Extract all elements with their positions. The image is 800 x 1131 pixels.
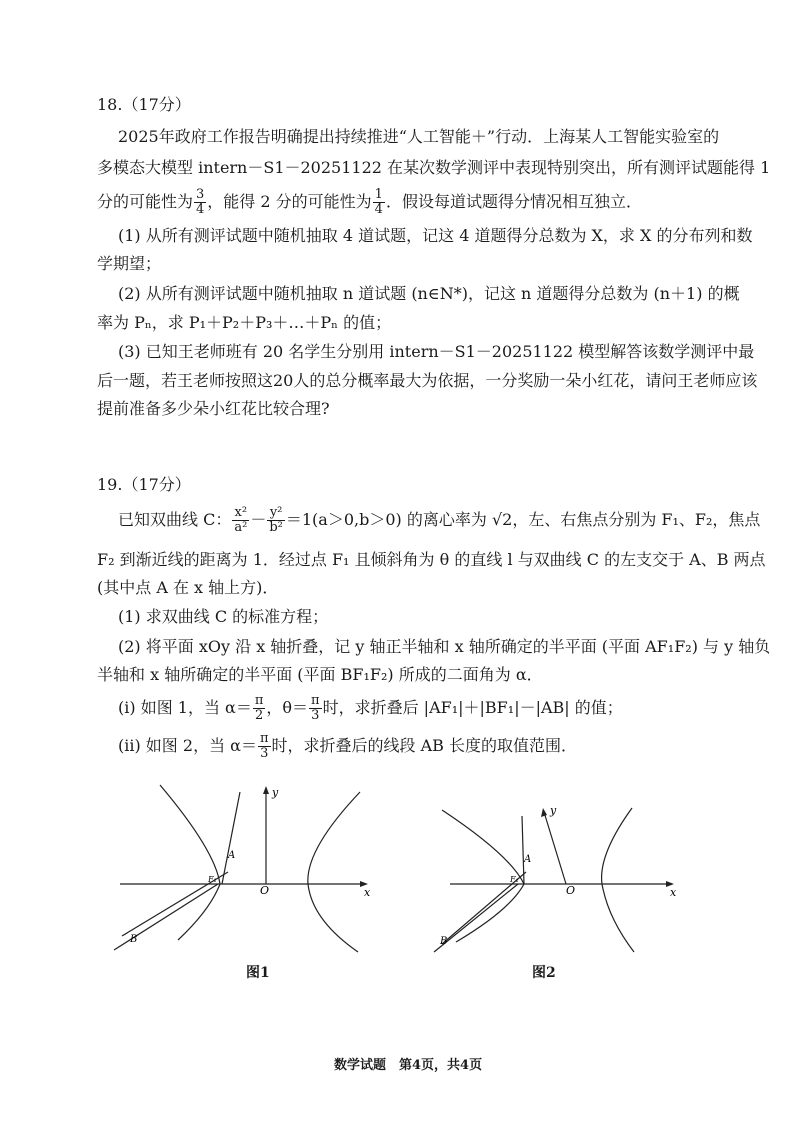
figure-1-caption: 图1 (246, 965, 270, 981)
q18-text-line-3 (97, 186, 642, 218)
q19-text-line-1 (118, 500, 760, 540)
figure-2-caption: 图2 (532, 965, 556, 981)
q18-sub3-line-2: 后一题，若王老师按照这20人的总分概率最大为依据，一分奖励一朵小红花，请问王老师应该 (97, 371, 758, 390)
q19-sub2-ii (118, 728, 577, 764)
fraction-numerator: 1 (374, 187, 383, 202)
label-x: x (670, 886, 677, 899)
label-point-b: B (130, 934, 138, 945)
q19-si-b: ，θ＝ (266, 698, 309, 717)
q19-sii-b: 时，求折叠后的线段 AB 长度的取值范围． (271, 736, 578, 755)
hyperbola-right-branch (308, 792, 360, 952)
q19-si-c: 时，求折叠后 |AF₁|＋|BF₁|－|AB| 的值； (322, 698, 623, 717)
fraction-y-squared-over-b-squared (267, 506, 285, 535)
fraction-pi-over-2 (253, 694, 266, 723)
q18-sub2-line-2: 率为 Pₙ，求 P₁＋P₂＋P₃＋…＋Pₙ 的值； (97, 313, 392, 332)
q18-text-line-2: 多模态大模型 intern－S1－20251122 在某次数学测评中表现特别突出，所有测评试题能得 1 (97, 158, 771, 177)
label-y: y (272, 786, 279, 799)
label-point-a: A (524, 854, 532, 865)
q18-p3a: 分的可能性为 (97, 192, 194, 211)
q18-header: 18.（17分） (97, 95, 191, 114)
fraction-numerator: π (259, 731, 269, 746)
q19-si-a: (i) 如图 1，当 α＝ (118, 698, 252, 717)
label-x: x (364, 886, 371, 899)
q19-text-line-3: (其中点 A 在 x 轴上方)． (97, 578, 279, 597)
fraction-numerator: π (254, 693, 264, 708)
fraction-numerator: y² (267, 506, 285, 521)
q19-text-line-2: F₂ 到渐近线的距离为 1．经过点 F₁ 且倾斜角为 θ 的直线 l 与双曲线 C 的左支交于 A、B 两点 (97, 550, 766, 569)
fraction-numerator: π (311, 693, 320, 708)
q18-p3b: ，能得 2 分的可能性为 (207, 192, 372, 211)
fraction-denominator: 2 (254, 708, 264, 723)
label-origin: O (566, 884, 576, 897)
fraction-denominator: a² (234, 520, 248, 535)
fraction-x-squared-over-a-squared (232, 506, 249, 535)
y-axis (544, 812, 566, 884)
fraction-pi-over-3 (309, 694, 322, 723)
figure-1 (100, 780, 390, 960)
y-axis-arrow (541, 808, 547, 817)
hyperbola-right-branch (602, 808, 634, 952)
figure-2 (420, 800, 690, 960)
fraction-numerator: 3 (196, 187, 205, 202)
fraction-denominator: b² (269, 520, 283, 535)
minus-sign: － (250, 510, 267, 529)
q18-sub3-line-1: (3) 已知王老师班有 20 名学生分别用 intern－S1－20251122 模型解答该数学测评中最 (118, 342, 755, 361)
q19-sub1: (1) 求双曲线 C 的标准方程； (118, 607, 329, 626)
folded-line-upper (222, 792, 240, 884)
fraction-pi-over-3 (258, 732, 271, 761)
label-y: y (550, 804, 557, 817)
page-footer: 数学试题 第4页，共4页 (334, 1058, 483, 1073)
fraction-denominator: 4 (374, 202, 383, 217)
label-origin: O (260, 884, 270, 897)
q18-text-line-1: 2025年政府工作报告明确提出持续推进“人工智能＋”行动．上海某人工智能实验室的 (118, 127, 720, 146)
q18-sub1-line-1: (1) 从所有测评试题中随机抽取 4 道试题，记这 4 道题得分总数为 X，求 X 的分布列和数 (118, 226, 753, 245)
fraction-numerator: x² (232, 506, 249, 521)
q19-p1a: 已知双曲线 C： (118, 510, 232, 529)
fraction-denominator: 4 (196, 202, 205, 217)
q19-header: 19.（17分） (97, 475, 191, 494)
q19-sub2-i (118, 690, 623, 726)
fraction-one-quarter (373, 188, 385, 217)
q18-sub2-line-1: (2) 从所有测评试题中随机抽取 n 道试题 (n∈N*)，记这 n 道题得分总数为 (n＋1) 的概 (118, 284, 740, 303)
q19-sub2-line-1: (2) 将平面 xOy 沿 x 轴折叠，记 y 轴正半轴和 x 轴所确定的半平面 (平面 AF₁F₂) 与 y 轴负 (118, 637, 771, 656)
q18-p3c: ．假设每道试题得分情况相互独立． (385, 192, 642, 211)
q19-sub2-line-2: 半轴和 x 轴所确定的半平面 (平面 BF₁F₂) 所成的二面角为 α． (97, 665, 543, 684)
hyperbola-left-branch (160, 785, 220, 940)
label-focus-f1: F₁ (208, 875, 217, 884)
fraction-three-quarters (194, 188, 206, 217)
q19-p1b: ＝1(a＞0,b＞0) 的离心率为 √2，左、右焦点分别为 F₁、F₂，焦点 (285, 510, 761, 529)
fraction-denominator: 3 (311, 708, 320, 723)
q19-sii-a: (ii) 如图 2，当 α＝ (118, 736, 257, 755)
fraction-denominator: 3 (260, 746, 269, 761)
q18-sub1-line-2: 学期望； (97, 254, 162, 273)
label-point-b: B (440, 936, 448, 947)
label-point-a: A (228, 850, 236, 861)
q18-sub3-line-3: 提前准备多少朵小红花比较合理? (97, 399, 330, 418)
label-focus-f1: F₁ (510, 875, 519, 884)
y-axis-arrow (263, 786, 269, 794)
